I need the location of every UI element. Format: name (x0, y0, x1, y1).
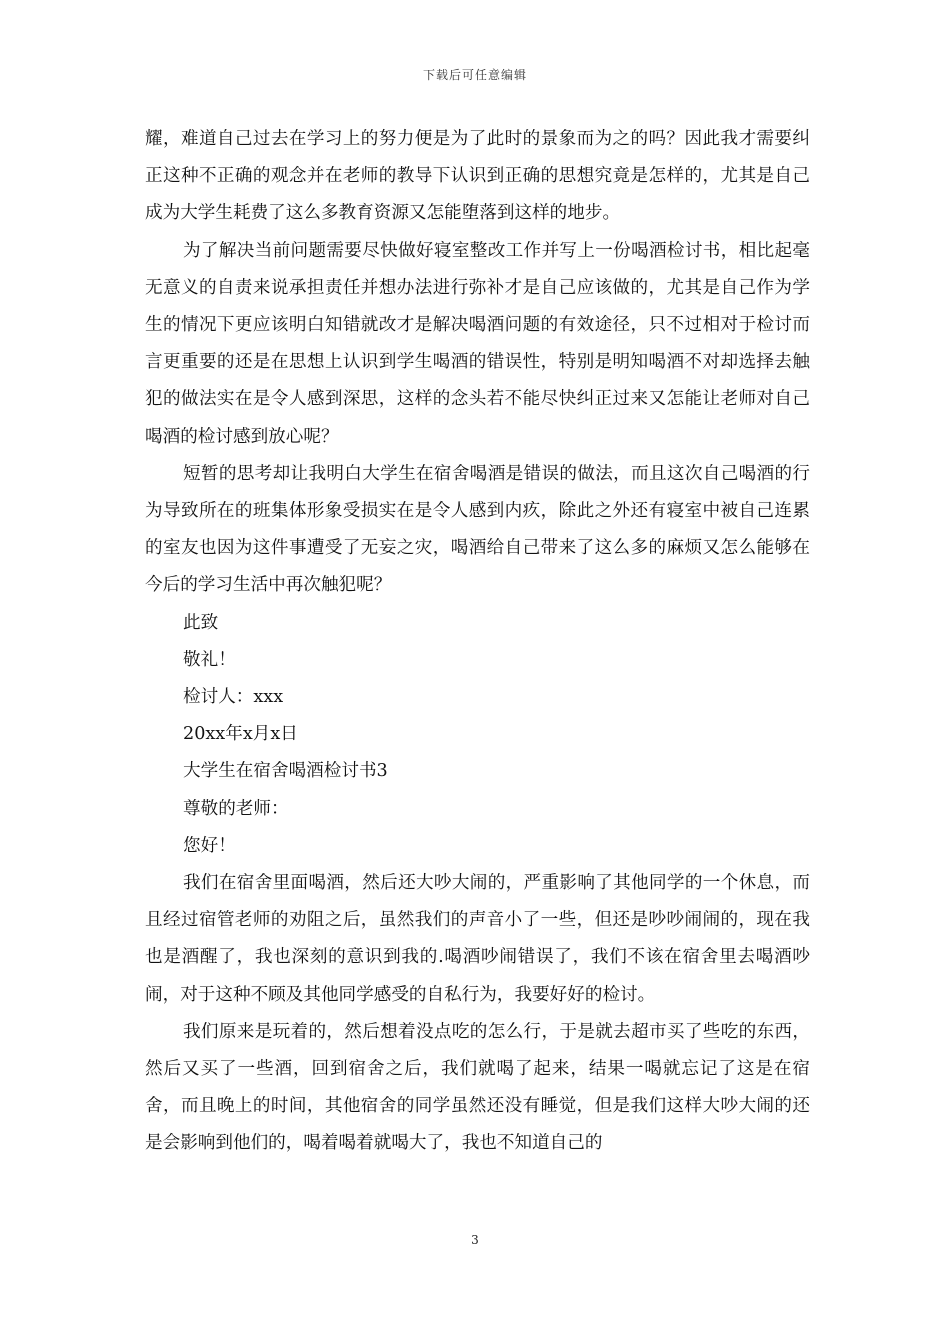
paragraph-rectification: 为了解决当前问题需要尽快做好寝室整改工作并写上一份喝酒检讨书，相比起毫无意义的自责来说承担责任并想办法进行弥补才是自己应该做的，尤其是自己作为学生的情况下更应该明白知错就改才是解决喝酒问题的有效途径，只不过相对于检讨而言更重要的还是在思想上认识到学生喝酒的错误性，特别是明知喝酒不对却选择去触犯的做法实在是令人感到深思，这样的念头若不能尽快纠正过来又怎能让老师对自己喝酒的检讨感到放心呢？ (145, 240, 810, 447)
paragraph-incident: 我们在宿舍里面喝酒，然后还大吵大闹的，严重影响了其他同学的一个休息，而且经过宿管老师的劝阻之后，虽然我们的声音小了一些，但还是吵吵闹闹的，现在我也是酒醒了，我也深刻的意识到我的.喝酒吵闹错误了，我们不该在宿舍里去喝酒吵闹，对于这种不顾及其他同学感受的自私行为，我要好好的检讨。 (145, 873, 810, 1005)
closing-regards: 敬礼！ (183, 649, 236, 670)
signature-line: 检讨人：xxx (183, 687, 284, 708)
paragraph-background: 我们原来是玩着的，然后想着没点吃的怎么行，于是就去超市买了些吃的东西，然后又买了一些酒，回到宿舍之后，我们就喝了起来，结果一喝就忘记了这是在宿舍，而且晚上的时间，其他宿舍的同学虽然还没有睡觉，但是我们这样大吵大闹的还是会影响到他们的，喝着喝着就喝大了，我也不知道自己的 (145, 1021, 810, 1154)
closing-salutation: 此致 (183, 612, 219, 633)
greeting-hello: 您好！ (183, 835, 236, 856)
section-title: 大学生在宿舍喝酒检讨书3 (183, 761, 388, 782)
page-header: 下载后可任意编辑 (422, 68, 527, 82)
paragraph-continuation: 耀，难道自己过去在学习上的努力便是为了此时的景象而为之的吗？因此我才需要纠正这种不正确的观念并在老师的教导下认识到正确的思想究竟是怎样的，尤其是自己成为大学生耗费了这么多教育资源又怎能堕落到这样的地步。 (145, 129, 810, 224)
date-line: 20xx年x月x日 (183, 724, 298, 745)
greeting-addressee: 尊敬的老师： (183, 798, 289, 819)
document-body (145, 121, 810, 1163)
page-number: 3 (471, 1233, 479, 1247)
paragraph-reflection: 短暂的思考却让我明白大学生在宿舍喝酒是错误的做法，而且这次自己喝酒的行为导致所在的班集体形象受损实在是令人感到内疚，除此之外还有寝室中被自己连累的室友也因为这件事遭受了无妄之灾，喝酒给自己带来了这么多的麻烦又怎么能够在今后的学习生活中再次触犯呢？ (145, 463, 810, 596)
